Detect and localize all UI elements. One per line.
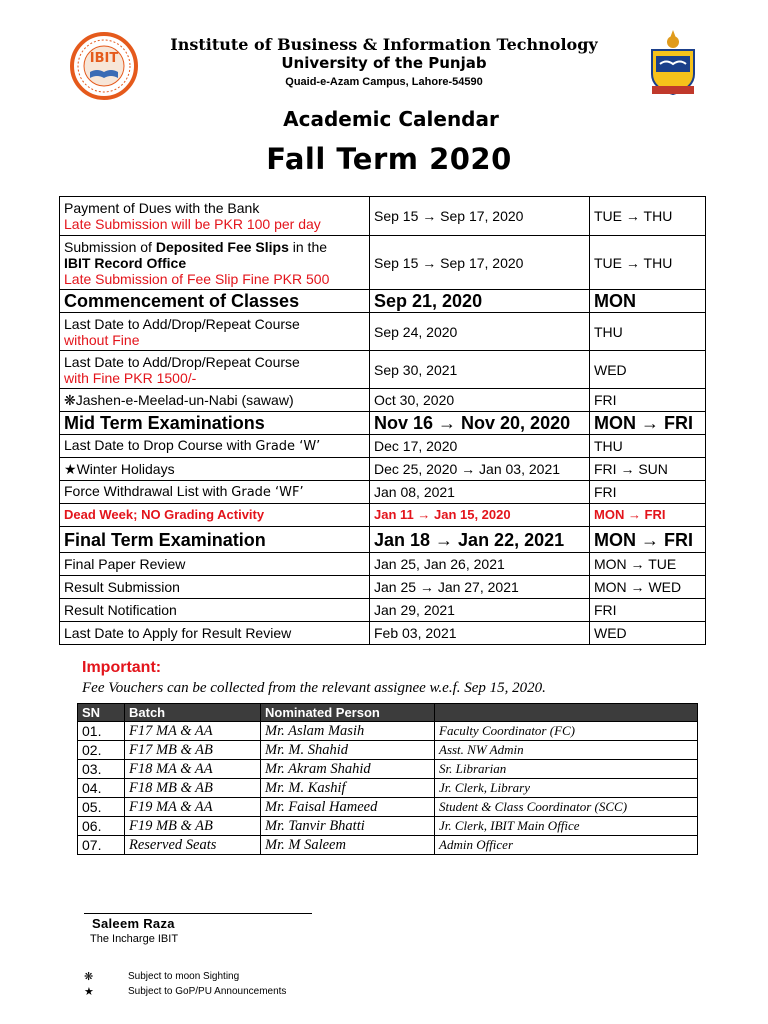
- event-cell: [60, 458, 370, 481]
- fee-voucher-note: Fee Vouchers can be collected from the relevant assignee w.e.f. Sep 15, 2020.: [82, 680, 546, 696]
- event-text: Force Withdrawal List with: [64, 483, 232, 499]
- table-row: [78, 760, 698, 779]
- day-cell: FRI: [590, 599, 706, 622]
- person-cell: Mr. Tanvir Bhatti: [261, 817, 435, 836]
- day-cell: MON → FRI: [590, 412, 706, 435]
- date-cell: Nov 16 → Nov 20, 2020: [370, 412, 590, 435]
- person-cell: Mr. M. Shahid: [261, 741, 435, 760]
- event-note: Late Submission of Fee Slip Fine PKR 500: [64, 270, 330, 287]
- date-cell: Sep 24, 2020: [370, 313, 590, 351]
- designation-cell: Admin Officer: [435, 836, 698, 855]
- important-label: Important:: [82, 659, 162, 676]
- calendar-row: [60, 576, 706, 599]
- event-cell: [60, 313, 370, 351]
- signatory-title: The Incharge IBIT: [90, 933, 179, 945]
- calendar-row: [60, 481, 706, 504]
- event-cell: Final Term Examination: [60, 527, 370, 553]
- person-cell: Mr. Faisal Hameed: [261, 798, 435, 817]
- star-symbol-icon: ★: [64, 461, 77, 477]
- institute-name: Institute of Business & Information Technology: [170, 35, 598, 54]
- day-cell: MON: [590, 290, 706, 313]
- day-cell: FRI → SUN: [590, 458, 706, 481]
- date-cell: Jan 11 → Jan 15, 2020: [370, 504, 590, 527]
- day-cell: THU: [590, 313, 706, 351]
- date-cell: Sep 15 → Sep 17, 2020: [370, 236, 590, 290]
- event-text: Last Date to Add/Drop/Repeat Course: [64, 353, 300, 370]
- date-cell: Sep 30, 2021: [370, 351, 590, 389]
- person-cell: Mr. M. Kashif: [261, 779, 435, 798]
- date-cell: Dec 25, 2020 → Jan 03, 2021: [370, 458, 590, 481]
- footnote-text: Subject to moon Sighting: [128, 971, 240, 982]
- day-cell: MON → FRI: [590, 504, 706, 527]
- calendar-row: [60, 504, 706, 527]
- sn-cell: 02.: [78, 741, 125, 760]
- day-cell: WED: [590, 351, 706, 389]
- academic-calendar-table: [59, 196, 706, 645]
- event-note: with Fine PKR 1500/-: [64, 369, 197, 386]
- table-row: [78, 779, 698, 798]
- day-cell: MON → FRI: [590, 527, 706, 553]
- university-name: University of the Punjab: [281, 54, 487, 72]
- event-text: Winter Holidays: [76, 461, 175, 477]
- day-cell: TUE → THU: [590, 236, 706, 290]
- batch-cell: F18 MB & AB: [125, 779, 261, 798]
- event-cell: [60, 351, 370, 389]
- event-text: in the: [288, 238, 328, 255]
- batch-cell: F17 MB & AB: [125, 741, 261, 760]
- moon-sighting-symbol-icon: ❋: [64, 392, 76, 408]
- date-cell: Jan 25, Jan 26, 2021: [370, 553, 590, 576]
- day-cell: TUE → THU: [590, 197, 706, 236]
- event-cell: [60, 236, 370, 290]
- table-row: [78, 798, 698, 817]
- calendar-row: [60, 389, 706, 412]
- calendar-row: [60, 351, 706, 389]
- date-cell: Jan 29, 2021: [370, 599, 590, 622]
- event-text-bold: Deposited Fee Slips: [155, 238, 289, 255]
- event-text: Submission of: [64, 238, 156, 255]
- date-cell: Jan 25 → Jan 27, 2021: [370, 576, 590, 599]
- batch-cell: Reserved Seats: [125, 836, 261, 855]
- event-cell: Mid Term Examinations: [60, 412, 370, 435]
- date-cell: Oct 30, 2020: [370, 389, 590, 412]
- event-cell: Result Notification: [60, 599, 370, 622]
- person-cell: Mr. M Saleem: [261, 836, 435, 855]
- event-text: Payment of Dues with the Bank: [64, 200, 260, 216]
- calendar-row: [60, 236, 706, 290]
- batch-cell: F19 MB & AB: [125, 817, 261, 836]
- date-cell: Feb 03, 2021: [370, 622, 590, 645]
- star-symbol-icon: ★: [84, 986, 94, 998]
- designation-cell: Sr. Librarian: [435, 760, 698, 779]
- event-text: Last Date to Add/Drop/Repeat Course: [64, 315, 300, 332]
- date-cell: Jan 08, 2021: [370, 481, 590, 504]
- batch-cell: F19 MA & AA: [125, 798, 261, 817]
- batch-cell: F17 MA & AA: [125, 722, 261, 741]
- table-row: [78, 817, 698, 836]
- sn-cell: 01.: [78, 722, 125, 741]
- event-text-bold: IBIT Record Office: [64, 254, 187, 271]
- fee-voucher-table: [77, 703, 698, 855]
- event-note: without Fine: [64, 331, 140, 348]
- date-cell: Dec 17, 2020: [370, 435, 590, 458]
- calendar-row: [60, 435, 706, 458]
- column-header-nominated-person: Nominated Person: [261, 704, 435, 722]
- ibit-logo-text: IBIT: [89, 51, 119, 66]
- event-cell: Commencement of Classes: [60, 290, 370, 313]
- event-note: Late Submission will be PKR 100 per day: [64, 216, 321, 232]
- event-cell: [60, 435, 370, 458]
- event-cell: Last Date to Apply for Result Review: [60, 622, 370, 645]
- calendar-row: [60, 599, 706, 622]
- day-cell: WED: [590, 622, 706, 645]
- sn-cell: 05.: [78, 798, 125, 817]
- fee-table-header: [78, 704, 698, 722]
- term-title: Fall Term 2020: [266, 142, 512, 176]
- table-row: [78, 836, 698, 855]
- day-cell: THU: [590, 435, 706, 458]
- grade-text: Grade ‘W’: [255, 439, 321, 454]
- signature-line: [84, 913, 312, 914]
- date-cell: Sep 21, 2020: [370, 290, 590, 313]
- day-cell: MON → WED: [590, 576, 706, 599]
- designation-cell: Student & Class Coordinator (SCC): [435, 798, 698, 817]
- day-cell: FRI: [590, 481, 706, 504]
- sn-cell: 06.: [78, 817, 125, 836]
- table-row: [78, 741, 698, 760]
- person-cell: Mr. Akram Shahid: [261, 760, 435, 779]
- batch-cell: F18 MA & AA: [125, 760, 261, 779]
- date-cell: Jan 18 → Jan 22, 2021: [370, 527, 590, 553]
- calendar-row: [60, 313, 706, 351]
- date-cell: Sep 15 → Sep 17, 2020: [370, 197, 590, 236]
- day-cell: MON → TUE: [590, 553, 706, 576]
- event-text: Last Date to Drop Course with: [64, 437, 256, 453]
- event-cell: Result Submission: [60, 576, 370, 599]
- designation-cell: Asst. NW Admin: [435, 741, 698, 760]
- signatory-name: Saleem Raza: [92, 916, 175, 931]
- event-cell: Final Paper Review: [60, 553, 370, 576]
- designation-cell: Jr. Clerk, IBIT Main Office: [435, 817, 698, 836]
- grade-text: Grade ‘WF’: [231, 485, 304, 500]
- event-cell: Dead Week; NO Grading Activity: [60, 504, 370, 527]
- day-cell: FRI: [590, 389, 706, 412]
- footnote-text: Subject to GoP/PU Announcements: [128, 986, 287, 997]
- designation-cell: Jr. Clerk, Library: [435, 779, 698, 798]
- designation-cell: Faculty Coordinator (FC): [435, 722, 698, 741]
- event-cell: [60, 197, 370, 236]
- calendar-row: [60, 553, 706, 576]
- column-header-designation: [435, 704, 698, 722]
- calendar-row: [60, 197, 706, 236]
- calendar-row: [60, 290, 706, 313]
- event-cell: [60, 481, 370, 504]
- document-title: Academic Calendar: [283, 107, 499, 131]
- calendar-row: [60, 527, 706, 553]
- calendar-row: [60, 622, 706, 645]
- column-header-sn: SN: [78, 704, 125, 722]
- sn-cell: 07.: [78, 836, 125, 855]
- person-cell: Mr. Aslam Masih: [261, 722, 435, 741]
- sn-cell: 04.: [78, 779, 125, 798]
- calendar-row: [60, 458, 706, 481]
- campus-address: Quaid-e-Azam Campus, Lahore-54590: [285, 76, 483, 88]
- moon-sighting-symbol-icon: ❋: [84, 971, 94, 983]
- calendar-row: [60, 412, 706, 435]
- column-header-batch: Batch: [125, 704, 261, 722]
- table-row: [78, 722, 698, 741]
- event-text: Jashen-e-Meelad-un-Nabi (sawaw): [75, 392, 294, 408]
- sn-cell: 03.: [78, 760, 125, 779]
- event-cell: [60, 389, 370, 412]
